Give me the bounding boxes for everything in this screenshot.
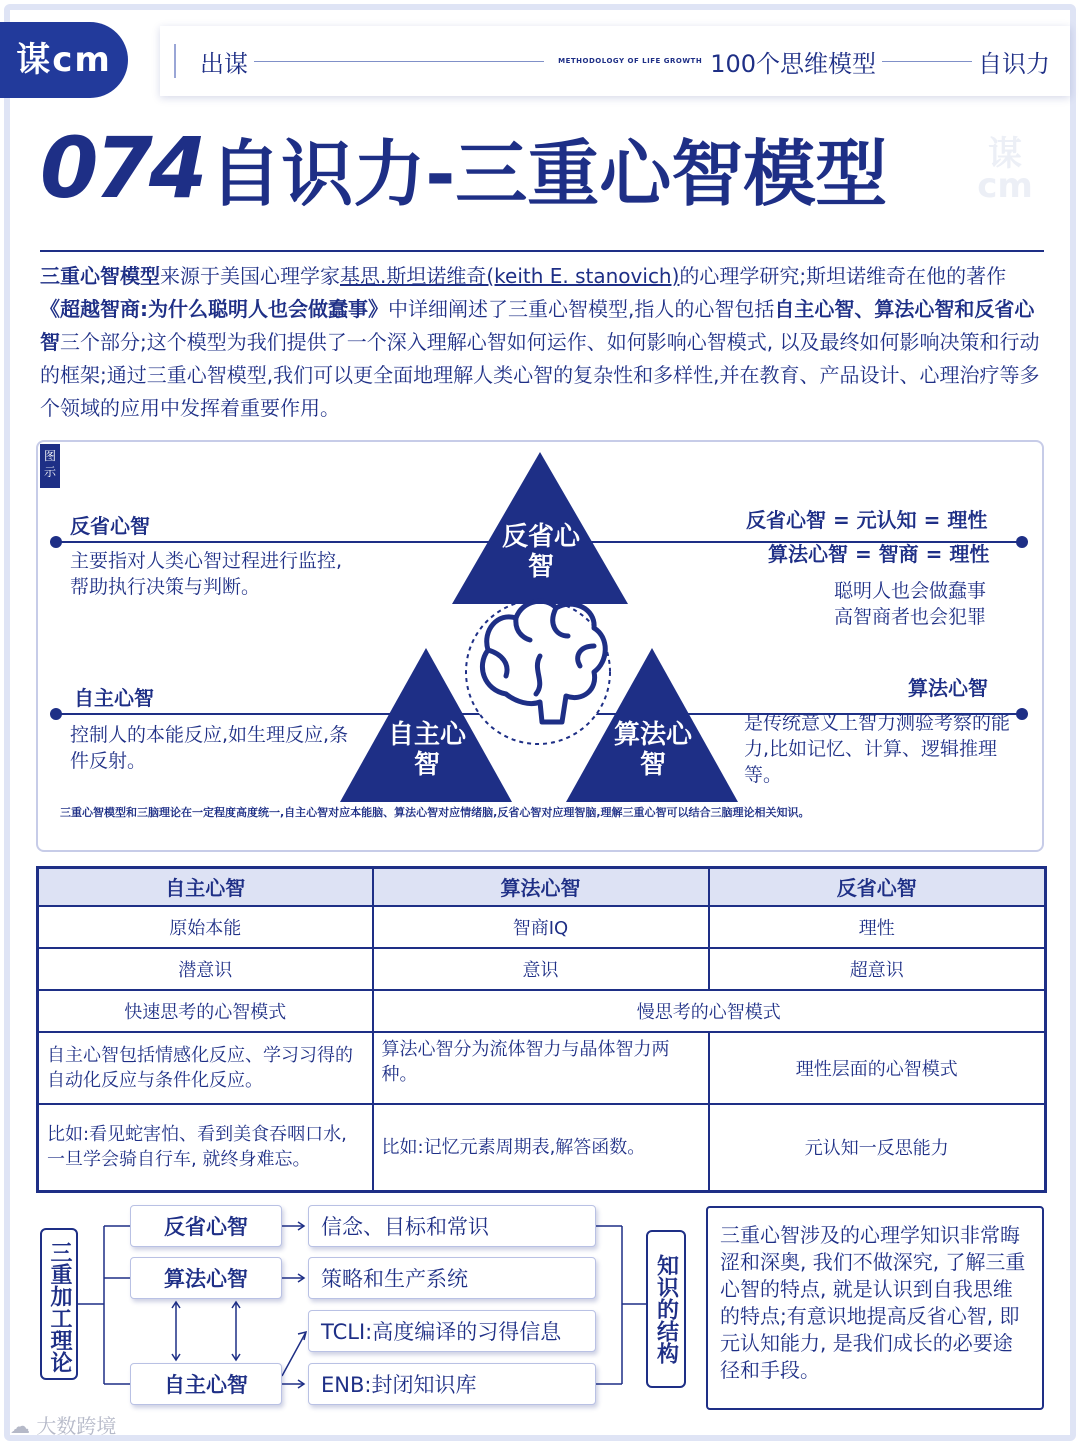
table-cell: 比如:看见蛇害怕、看到美食吞咽口水, 一旦学会骑自行车, 就终身难忘。 <box>38 1104 373 1192</box>
autonomous-desc: 控制人的本能反应,如生理反应,条件反射。 <box>70 724 349 772</box>
table-cell: 超意识 <box>709 948 1046 990</box>
flow-left-label: 三重加工理论 <box>40 1228 78 1380</box>
watermark-text: 大数跨境 <box>36 1414 117 1438</box>
header-series: 100个思维模型 <box>710 49 876 78</box>
diagram-footnote: 三重心智模型和三脑理论在一定程度高度统一,自主心智对应本能脑、算法心智对应情绪脑,反省心智对应理智脑,理解三重心智可以结合三脑理论相关知识。 <box>60 806 810 819</box>
title-text: 自识力-三重心智模型 <box>209 132 888 216</box>
reflective-desc: 主要指对人类心智过程进行监控,帮助执行决策与判断。 <box>70 550 343 598</box>
triangle-reflective-label: 反省心智 <box>501 522 580 582</box>
table-cell: 快速思考的心智模式 <box>38 990 373 1032</box>
table-row <box>38 990 1046 1032</box>
guide-dot <box>50 536 62 548</box>
table-cell: 理性 <box>709 906 1046 948</box>
table-row <box>38 1032 1046 1104</box>
table-row <box>38 1104 1046 1192</box>
table-header-row <box>38 868 1046 906</box>
intro-paragraph <box>40 260 1046 425</box>
flow-result: 策略和生产系统 <box>308 1257 596 1299</box>
flow-node-reflective: 反省心智 <box>130 1205 282 1247</box>
flow-result: TCLI:高度编译的习得信息 <box>308 1310 596 1352</box>
watermark-icon: ☁ <box>10 1414 37 1438</box>
table-row <box>38 906 1046 948</box>
triangle-algorithmic-label: 算法心智 <box>613 720 692 780</box>
logo-text: 谋cm <box>16 40 112 80</box>
intro-parts: 自主心智、算法心智和反省心智 <box>40 297 1035 354</box>
flow-node-algorithmic: 算法心智 <box>130 1257 282 1299</box>
diagram-note-2: 高智商者也会犯罪 <box>834 606 987 628</box>
intro-text: 来源于美国心理学家 <box>160 264 340 288</box>
table-cell: 理性层面的心智模式 <box>709 1032 1046 1104</box>
guide-dot <box>1016 536 1028 548</box>
intro-text: 的心理学研究;斯坦诺维奇在他的著作 <box>679 264 1007 288</box>
intro-term: 三重心智模型 <box>40 264 160 288</box>
autonomous-label: 自主心智 <box>74 686 154 710</box>
header-tagline: METHODOLOGY OF LIFE GROWTH <box>558 57 703 65</box>
table-cell: 算法心智分为流体智力与晶体智力两种。 <box>373 1032 709 1104</box>
reflective-label: 反省心智 <box>70 514 150 538</box>
guide-dot <box>50 708 62 720</box>
header-bar <box>160 26 1070 96</box>
diagram-tag: 图示 <box>40 444 60 488</box>
flow-right-label: 知识的结构 <box>646 1230 686 1388</box>
triangle-autonomous-label: 自主心智 <box>387 720 466 780</box>
intro-text: 三个部分;这个模型为我们提供了一个深入理解心智如何运作、如何影响心智模式, 以及最终如何影响决策和行动的框架;通过三重心智模型,我们可以更全面地理解人类心智的复杂性和多样性,并在教育、产品设计、心理治疗等多个领域的应用中发挥着重要作用。 <box>40 330 1040 420</box>
header-category: 自识力 <box>978 49 1050 78</box>
summary-note: 三重心智涉及的心理学知识非常晦涩和深奥, 我们不做深究, 了解三重心智的特点, 就是认识到自我思维的特点;有意识地提高反省心智, 即元认知能力, 是我们成长的必要途径和手段。 <box>706 1206 1044 1410</box>
title-number: 074 <box>40 119 204 217</box>
table-cell: 自主心智包括情感化反应、学习习得的自动化反应与条件化反应。 <box>38 1032 373 1104</box>
page-title <box>40 118 887 218</box>
comparison-table <box>36 866 1047 1193</box>
diagram-note-1: 聪明人也会做蠢事 <box>834 580 987 602</box>
table-cell: 比如:记忆元素周期表,解答函数。 <box>373 1104 709 1192</box>
table-header: 反省心智 <box>709 868 1046 906</box>
table-cell: 慢思考的心智模式 <box>373 990 1046 1032</box>
table-cell: 意识 <box>373 948 709 990</box>
table-header: 自主心智 <box>38 868 373 906</box>
table-cell: 元认知一反思能力 <box>709 1104 1046 1192</box>
intro-person: 基思.斯坦诺维奇(keith E. stanovich) <box>340 264 680 288</box>
watermark-logo: 谋cm <box>977 134 1033 206</box>
table-cell: 潜意识 <box>38 948 373 990</box>
algorithmic-desc: 是传统意义上智力测验考察的能力,比如记忆、计算、逻辑推理等。 <box>744 712 1011 786</box>
diagram-graphic <box>36 440 1044 852</box>
header-divider <box>174 44 176 78</box>
flow-node-autonomous: 自主心智 <box>130 1363 282 1405</box>
intro-text: 中详细阐述了三重心智模型,指人的心智包括 <box>388 297 775 321</box>
table-cell: 智商IQ <box>373 906 709 948</box>
equation-reflective: 反省心智 = 元认知 = 理性 <box>746 508 988 532</box>
algorithmic-label: 算法心智 <box>908 676 988 700</box>
table-header: 算法心智 <box>373 868 709 906</box>
header-left: 出谋 <box>200 49 248 78</box>
header-rule <box>254 61 544 62</box>
title-rule <box>40 250 1044 252</box>
flow-result: ENB:封闭知识库 <box>308 1363 596 1405</box>
brand-logo <box>0 22 128 98</box>
header-rule-2 <box>882 61 972 62</box>
table-row <box>38 948 1046 990</box>
flow-result: 信念、目标和常识 <box>308 1205 596 1247</box>
table-cell: 原始本能 <box>38 906 373 948</box>
intro-book: 《超越智商:为什么聪明人也会做蠢事》 <box>40 297 388 321</box>
footer-watermark <box>10 1410 116 1439</box>
equation-algorithmic: 算法心智 = 智商 = 理性 <box>768 542 990 566</box>
